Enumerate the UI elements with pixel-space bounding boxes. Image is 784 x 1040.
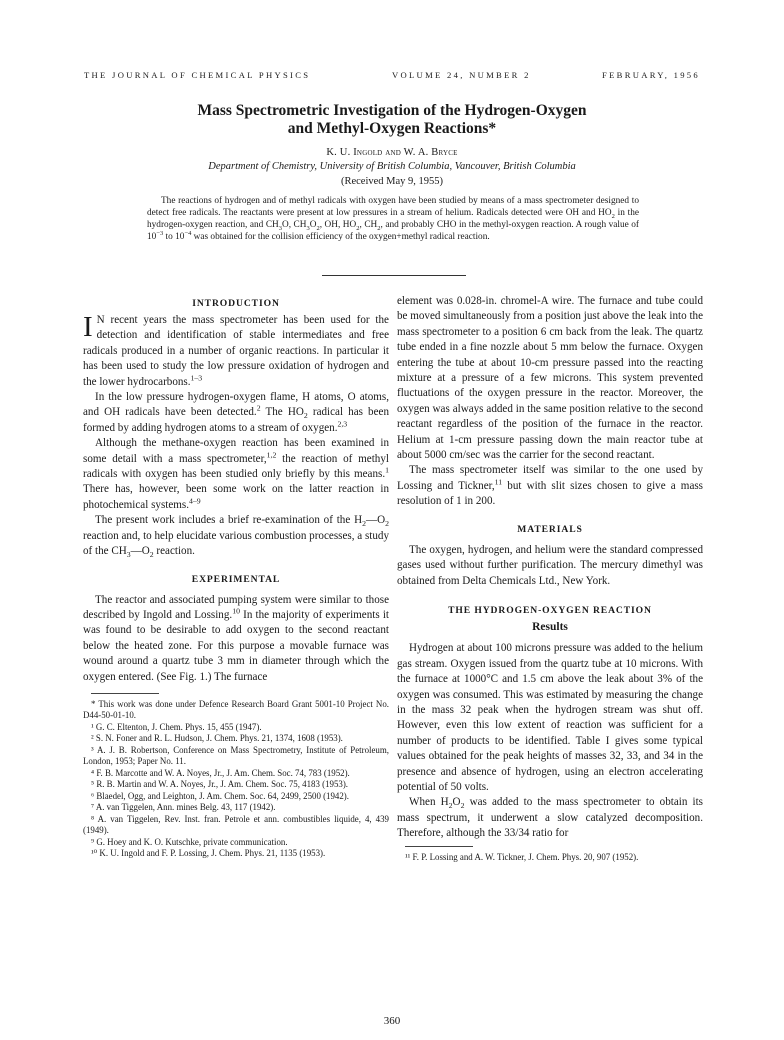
subscript: 2 [303, 411, 308, 421]
subscript: 2 [316, 224, 320, 232]
subscript: 2 [149, 550, 154, 560]
footnote: * This work was done under Defence Research Board Grant 5001-10 Project No. D44-50-01-10. [83, 698, 389, 721]
paragraph-text: In the majority of experiments it was found to be desirable to add oxygen to the second reactant below the heated zone. For this purpose a movable furnace was wound around a quartz tube 3 mm in diameter through which the oxygen entered. (See Fig. 1.) The furnace [83, 608, 389, 683]
subscript: 2 [356, 224, 360, 232]
citation: 4–9 [189, 496, 201, 506]
subscript: 2 [448, 801, 453, 811]
paragraph-text: The present work includes a brief re-examination of the H [95, 514, 363, 527]
paragraph-text: O [452, 796, 461, 809]
subscript: 3 [306, 224, 310, 232]
title-line-2: and Methyl-Oxygen Reactions* [287, 120, 497, 137]
experimental-continued: element was 0.028-in. chromel-A wire. The furnace and tube could be moved simultaneously from a position just above the leak into the mass spectrometer to a position 6 cm back from the leak. The quartz tube ended in a fine nozzle about 5 mm below the furnace. Oxygen entering the tube at about 10-cm pressure passed into the reacting mixture at a pressure of a few microns. This system prevented fluctuations of the oxygen pressure in the reactor. Moreover, the oxygen was always added in the same position relative to the second reactant regardless of the position of the furnace in the reactor. Helium at 1-cm pressure passing down the main reactor tube at about 5000 cm/sec was the carrier for the second reactant. [397, 295, 703, 462]
footnote: ¹¹ F. P. Lossing and A. W. Tickner, J. Chem. Phys. 20, 907 (1952). [405, 851, 639, 862]
citation: 1–3 [190, 372, 203, 382]
citation: 1 [385, 465, 389, 475]
paragraph-text: the reaction of methyl radicals with oxygen has been studied only briefly by this means. [83, 452, 389, 481]
abstract-text: , OH, HO [319, 219, 357, 230]
footnote: ⁴ F. B. Marcotte and W. A. Noyes, Jr., J. Am. Chem. Soc. 74, 783 (1952). [91, 767, 350, 778]
footnote: ⁷ A. van Tiggelen, Ann. mines Belg. 43, 117 (1942). [91, 802, 276, 813]
issue-date: FEBRUARY, 1956 [602, 70, 700, 80]
heading-hydrogen-oxygen-reaction: THE HYDROGEN-OXYGEN REACTION [448, 604, 652, 616]
heading-results: Results [532, 620, 568, 633]
paragraph-text: but with slit sizes chosen to give a mass resolution of 1 in 200. [397, 479, 703, 508]
subscript: 2 [611, 212, 615, 220]
citation: 1,2 [266, 449, 277, 459]
experimental-paragraph-2 [397, 463, 703, 509]
subscript: 3 [126, 550, 131, 560]
paragraph-text: —O [366, 514, 386, 527]
paragraph-text: There has, however, been some work on the latter reaction in photochemical systems. [83, 483, 389, 511]
paragraph-text: The reactor and associated pumping system were similar to those described by Ingold and Lossing. [83, 593, 389, 621]
footnote-rule [405, 846, 473, 847]
volume-number: VOLUME 24, NUMBER 2 [392, 70, 531, 80]
subscript: 2 [362, 519, 366, 529]
experimental-paragraph-1 [83, 593, 389, 685]
superscript: −3 [156, 229, 164, 237]
journal-name: THE JOURNAL OF CHEMICAL PHYSICS [84, 70, 311, 80]
intro-paragraph-1 [83, 313, 389, 390]
footnote: ⁶ Blaedel, Ogg, and Leighton, J. Am. Chem. Soc. 64, 2499, 2500 (1942). [91, 790, 349, 801]
paragraph-text: Although the methane-oxygen reaction has been examined in some detail with a mass spectrometer, [83, 437, 389, 465]
paragraph-text: was added to the mass spectrometer to obtain its mass spectrum, it underwent a slow catalyzed decomposition. Therefore, although the 33/34 ratio for [397, 796, 704, 840]
abstract-o2: O [309, 219, 317, 230]
right-column [397, 294, 703, 863]
article-title [100, 102, 684, 138]
superscript: −4 [184, 229, 192, 237]
page-number: 360 [383, 1015, 401, 1027]
running-head [84, 70, 700, 84]
intro-paragraph-3 [83, 436, 389, 513]
results-paragraph-1: Hydrogen at about 100 microns pressure was added to the helium gas stream. Oxygen issued from the quartz tube at 10 microns. With the furnace at 1000°C and 1.5 cm above the leak about 3% of the oxygen was consumed. This was estimated by measuring the change in the mass 32 peak when the hydrogen stream was shut off. However, even this low extent of reaction was sufficient for a number of products to be identified. Table I gives some typical values obtained for the peak heights of masses 32, 33, and 34 in the presence and absence of hydrogen, using an electron accelerating potential of 50 volts. [397, 642, 703, 793]
footnote: ¹⁰ K. U. Ingold and F. P. Lossing, J. Chem. Phys. 21, 1135 (1953). [91, 848, 326, 859]
subscript: 2 [460, 801, 465, 811]
footnote-rule [91, 693, 159, 694]
abstract-text: , CH [359, 219, 378, 230]
intro-paragraph-2 [83, 390, 389, 436]
abstract-text: The reactions of hydrogen and of methyl radicals with oxygen have been studied by means of a mass spectrometer designed to detect free radicals. The reactants were present at low pressures in a stream of helium. Radicals detected were OH and HO [147, 196, 639, 218]
citation: 11 [494, 477, 503, 487]
paragraph-text: The HO [260, 406, 304, 419]
paragraph-text: In the low pressure hydrogen-oxygen flame, H atoms, O atoms, and OH radicals have been detected. [83, 391, 389, 419]
results-paragraph-2 [397, 795, 703, 841]
left-column [83, 296, 389, 860]
footnote: ⁹ G. Hoey and K. O. Kutschke, private communication. [91, 836, 288, 847]
footnotes-left [83, 699, 389, 860]
received-date: (Received May 9, 1955) [340, 176, 444, 187]
abstract-text: in the hydrogen-oxygen reaction, and CH [147, 207, 639, 230]
paragraph-text: When H [409, 796, 449, 809]
paragraph-text: reaction and, to help elucidate various combustion processes, a study of the CH [83, 529, 389, 558]
authors: K. U. Ingold and W. A. Bryce [326, 147, 458, 158]
footnote: ⁸ A. van Tiggelen, Rev. Inst. fran. Petrole et ann. combustibles liquide, 4, 439 (1949). [83, 813, 389, 836]
subscript: 2 [377, 224, 381, 232]
affiliation: Department of Chemistry, University of British Columbia, Vancouver, British Columbia [208, 161, 576, 172]
abstract-text: to 10 [163, 231, 185, 242]
heading-materials: MATERIALS [517, 523, 583, 535]
paragraph-text: radical has been formed by adding hydrogen atoms to a stream of oxygen. [83, 406, 389, 434]
heading-experimental: EXPERIMENTAL [191, 573, 281, 585]
subscript: 3 [278, 224, 282, 232]
footnote: ⁵ R. B. Martin and W. A. Noyes, Jr., J. Am. Chem. Soc. 75, 4183 (1953). [91, 779, 349, 790]
footnote: ² S. N. Foner and R. L. Hudson, J. Chem. Phys. 21, 1374, 1608 (1953). [91, 733, 343, 744]
paragraph-text: The mass spectrometer itself was similar to the one used by Lossing and Tickner, [397, 464, 703, 492]
abstract [147, 196, 639, 244]
citation: 2,3 [337, 419, 348, 429]
citation: 2 [256, 403, 261, 413]
citation: 10 [232, 606, 240, 616]
footnote: ³ A. J. B. Robertson, Conference on Mass Spectrometry, Institute of Petroleum, London, 1953; Paper No. 11. [83, 744, 389, 767]
paragraph-text: reaction. [153, 545, 195, 558]
intro-paragraph-4 [83, 513, 389, 559]
abstract-text: , and probably CHO in the methyl-oxygen reaction. A rough value of 10 [147, 219, 640, 242]
footnotes-right [397, 852, 703, 864]
abstract-text: was obtained for the collision efficiency of the oxygen+methyl radical reaction. [191, 231, 490, 242]
subscript: 2 [385, 519, 389, 529]
materials-paragraph: The oxygen, hydrogen, and helium were the standard compressed gases used without further purification. The mercury dimethyl was obtained from Delta Chemicals Ltd., New York. [397, 543, 703, 587]
footnote: ¹ G. C. Eltenton, J. Chem. Phys. 15, 455 (1947). [91, 721, 262, 732]
drop-cap: I [83, 311, 93, 343]
heading-introduction: INTRODUCTION [192, 298, 280, 309]
paragraph-text: N recent years the mass spectrometer has been used for the detection and identification of stable intermediates and free radicals produced in a number of organic reactions. In particular it has been used to study the low pressure oxidation of hydrogen and the lower hydrocarbons. [83, 314, 389, 388]
abstract-text: O, CH [281, 219, 307, 230]
paragraph-text: —O [130, 545, 150, 558]
title-line-1: Mass Spectrometric Investigation of the Hydrogen-Oxygen [197, 102, 587, 119]
section-divider [322, 275, 466, 276]
